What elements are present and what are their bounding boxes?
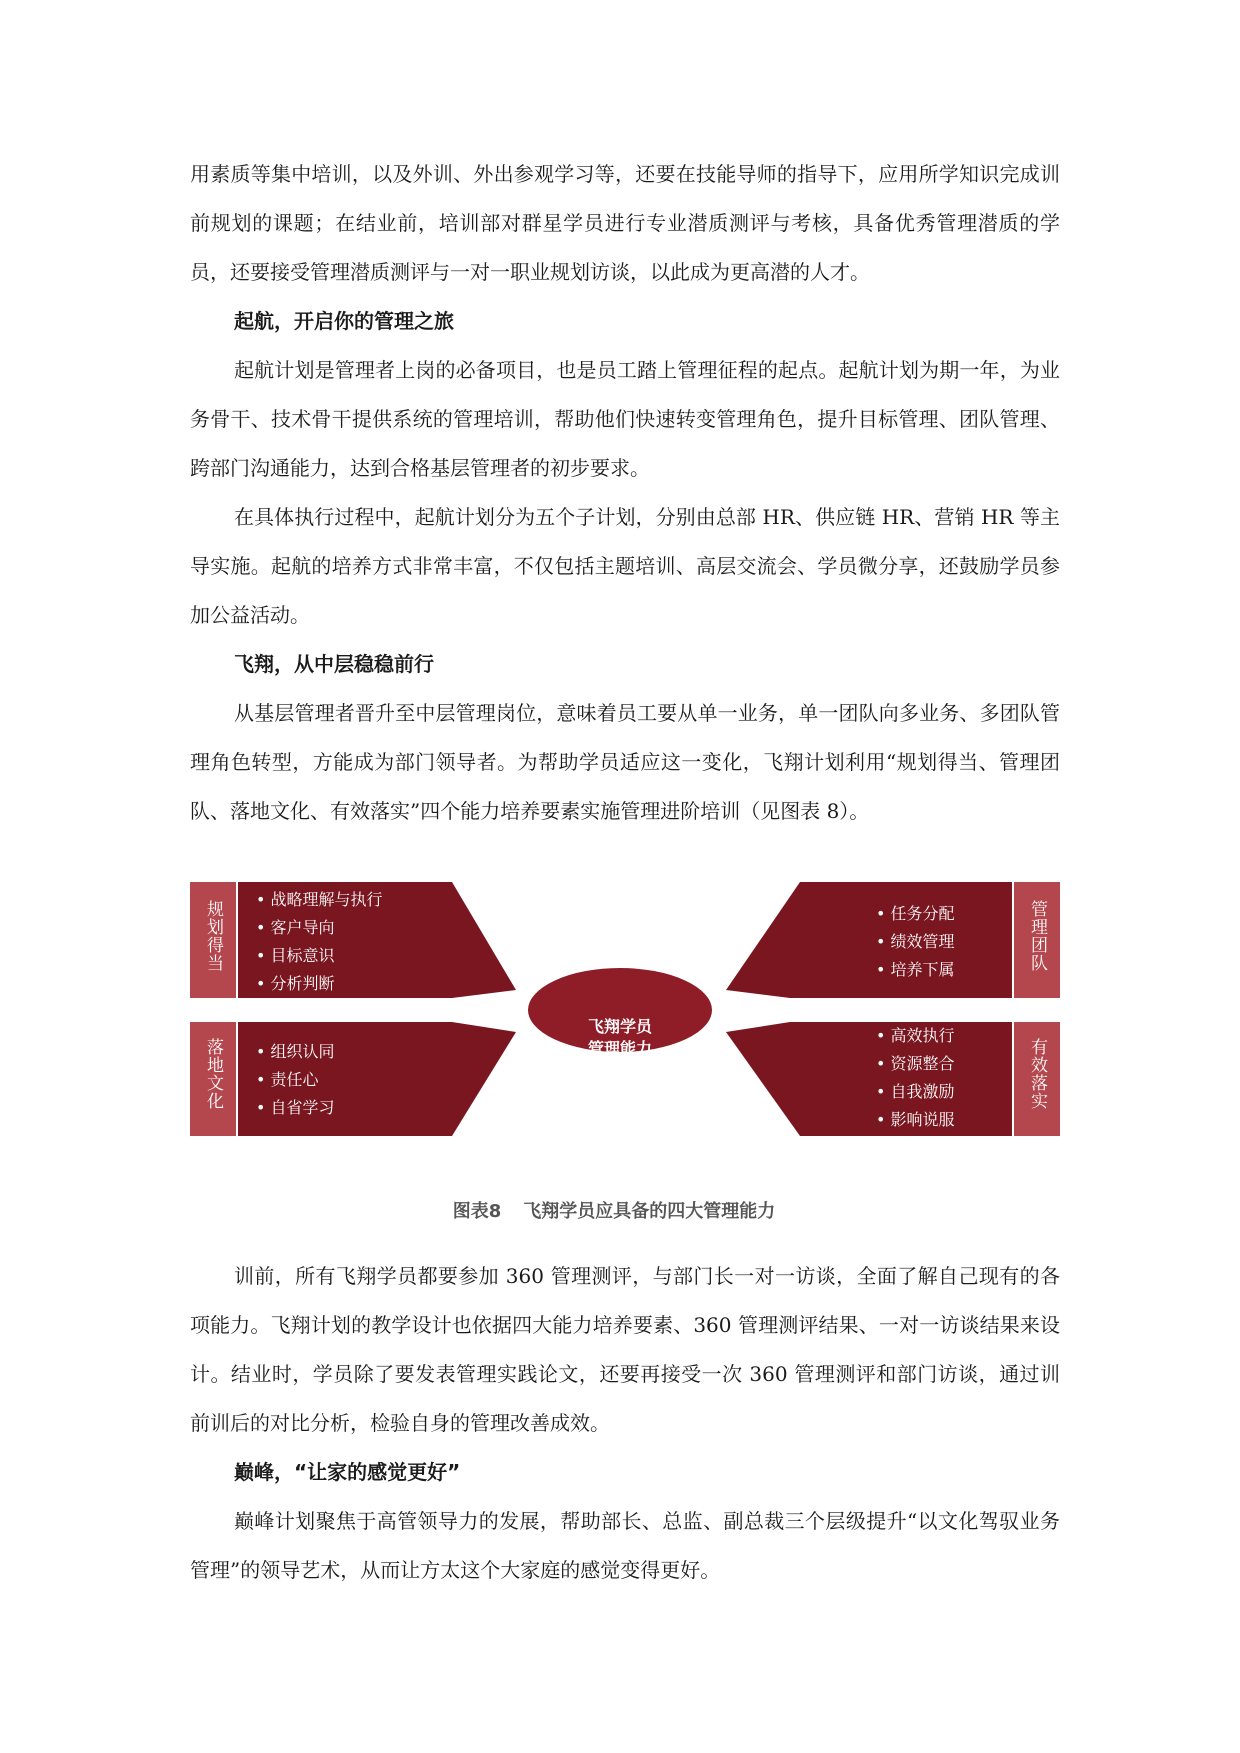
figure-8-diagram xyxy=(190,872,1060,1242)
label-guihua: 规划得当 xyxy=(203,900,223,972)
list-item: • 客户导向 xyxy=(256,914,383,942)
list-item: • 资源整合 xyxy=(876,1050,955,1078)
list-item: • 战略理解与执行 xyxy=(256,886,383,914)
paragraph-continuation: 用素质等集中培训，以及外训、外出参观学习等，还要在技能导师的指导下，应用所学知识完成训前规划的课题；在结业前，培训部对群星学员进行专业潜质测评与考核，具备优秀管理潜质的学员，还要接受管理潜质测评与一对一职业规划访谈，以此成为更高潜的人才。 xyxy=(190,162,1060,284)
paragraph-feixiang-1: 从基层管理者晋升至中层管理岗位，意味着员工要从单一业务，单一团队向多业务、多团队管理角色转型，方能成为部门领导者。为帮助学员适应这一变化，飞翔计划利用“规划得当、管理团队、落地文化、有效落实”四个能力培养要素实施管理进阶培训（见图表 8）。 xyxy=(190,701,1060,823)
list-item: • 高效执行 xyxy=(876,1022,955,1050)
label-guanli: 管理团队 xyxy=(1027,900,1047,972)
caption-label: 图表8 xyxy=(452,1201,502,1222)
list-item: • 目标意识 xyxy=(256,942,383,970)
paragraph-dianfeng-1: 巅峰计划聚焦于高管领导力的发展，帮助部长、总监、副总裁三个层级提升“以文化驾驭业务管理”的领导艺术，从而让方太这个大家庭的感觉变得更好。 xyxy=(190,1509,1060,1582)
list-item: • 任务分配 xyxy=(876,900,955,928)
label-youxiao: 有效落实 xyxy=(1027,1038,1047,1110)
heading-dianfeng: 巅峰，“让家的感觉更好” xyxy=(234,1460,461,1484)
center-label-line-2: 管理能力 xyxy=(587,1039,652,1058)
center-label-line-1: 飞翔学员 xyxy=(587,1017,652,1036)
heading-qihang: 起航，开启你的管理之旅 xyxy=(234,309,454,333)
list-top-left xyxy=(256,886,383,998)
label-luodi: 落地文化 xyxy=(203,1038,223,1110)
list-item: • 自我激励 xyxy=(876,1078,955,1106)
list-item: • 分析判断 xyxy=(256,970,383,998)
list-top-right xyxy=(876,900,955,984)
list-item: • 责任心 xyxy=(256,1066,335,1094)
list-item: • 自省学习 xyxy=(256,1094,335,1122)
paragraph-qihang-2: 在具体执行过程中，起航计划分为五个子计划，分别由总部 HR、供应链 HR、营销 HR 等主导实施。起航的培养方式非常丰富，不仅包括主题培训、高层交流会、学员微分享，还鼓励学员参加公益活动。 xyxy=(190,505,1060,627)
quadrant-top-right-shape xyxy=(726,882,1012,998)
center-label xyxy=(525,996,715,1080)
document-page xyxy=(190,150,1060,1595)
list-bottom-left xyxy=(256,1038,335,1122)
list-item: • 绩效管理 xyxy=(876,928,955,956)
list-item: • 影响说服 xyxy=(876,1106,955,1134)
list-bottom-right xyxy=(876,1022,955,1134)
list-item: • 组织认同 xyxy=(256,1038,335,1066)
caption-text: 飞翔学员应具备的四大管理能力 xyxy=(523,1201,776,1222)
figure-caption xyxy=(190,1197,1060,1223)
paragraph-qihang-1: 起航计划是管理者上岗的必备项目，也是员工踏上管理征程的起点。起航计划为期一年，为业务骨干、技术骨干提供系统的管理培训，帮助他们快速转变管理角色，提升目标管理、团队管理、跨部门沟通能力，达到合格基层管理者的初步要求。 xyxy=(190,358,1060,480)
list-item: • 培养下属 xyxy=(876,956,955,984)
heading-feixiang: 飞翔，从中层稳稳前行 xyxy=(234,652,434,676)
quadrant-bottom-right-shape xyxy=(726,1022,1012,1136)
paragraph-after-figure: 训前，所有飞翔学员都要参加 360 管理测评，与部门长一对一访谈，全面了解自己现有的各项能力。飞翔计划的教学设计也依据四大能力培养要素、360 管理测评结果、一对一访谈结果来设计。结业时，学员除了要发表管理实践论文，还要再接受一次 360 管理测评和部门访谈，通过训前训后的对比分析，检验自身的管理改善成效。 xyxy=(190,1264,1060,1435)
